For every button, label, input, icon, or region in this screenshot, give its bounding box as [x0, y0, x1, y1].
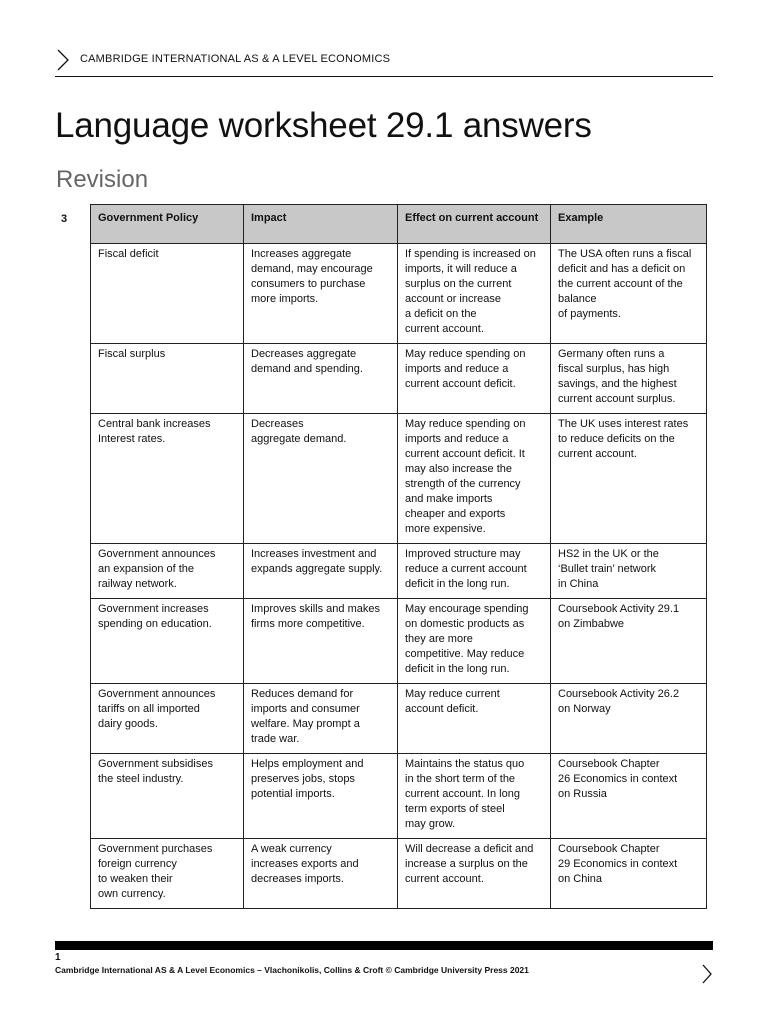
table-row: [91, 344, 707, 414]
chevron-right-icon: [55, 48, 71, 72]
policy-cell: Fiscal surplus: [91, 344, 244, 414]
question-number: 3: [61, 213, 68, 225]
page-title: Language worksheet 29.1 answers: [55, 106, 592, 145]
impact-cell: Helps employment and preserves jobs, stops potential imports.: [244, 754, 398, 839]
header-rule: [55, 76, 713, 77]
table-header-row: [91, 205, 707, 244]
example-cell: The USA often runs a fiscal deficit and has a deficit on the current account of the balance of payments.: [551, 244, 707, 344]
policy-cell: Government subsidises the steel industry.: [91, 754, 244, 839]
running-title: CAMBRIDGE INTERNATIONAL AS & A LEVEL ECONOMICS: [80, 53, 391, 65]
effect-cell: May reduce spending on imports and reduce a current account deficit. It may also increase the strength of the currency and make imports cheaper and exports more expensive.: [398, 414, 551, 544]
impact-cell: A weak currency increases exports and decreases imports.: [244, 839, 398, 909]
effect-cell: Maintains the status quo in the short term of the current account. In long term exports of steel may grow.: [398, 754, 551, 839]
section-subtitle: Revision: [56, 166, 149, 193]
table-row: [91, 839, 707, 909]
effect-cell: May encourage spending on domestic products as they are more competitive. May reduce deficit in the long run.: [398, 599, 551, 684]
column-header-impact: Impact: [244, 205, 398, 244]
effect-cell: Will decrease a deficit and increase a surplus on the current account.: [398, 839, 551, 909]
table-row: [91, 684, 707, 754]
policy-cell: Government purchases foreign currency to weaken their own currency.: [91, 839, 244, 909]
example-cell: Coursebook Activity 29.1 on Zimbabwe: [551, 599, 707, 684]
effect-cell: May reduce current account deficit.: [398, 684, 551, 754]
example-cell: The UK uses interest rates to reduce deficits on the current account.: [551, 414, 707, 544]
effect-cell: If spending is increased on imports, it will reduce a surplus on the current account or increase a deficit on the current account.: [398, 244, 551, 344]
answers-table: [90, 204, 707, 909]
impact-cell: Increases investment and expands aggregate supply.: [244, 544, 398, 599]
column-header-policy: Government Policy: [91, 205, 244, 244]
table-row: [91, 599, 707, 684]
example-cell: HS2 in the UK or the ‘Bullet train’ network in China: [551, 544, 707, 599]
copyright-line: Cambridge International AS & A Level Economics – Vlachonikolis, Collins & Croft © Cambridge University Press 2021: [55, 965, 529, 975]
effect-cell: Improved structure may reduce a current account deficit in the long run.: [398, 544, 551, 599]
impact-cell: Improves skills and makes firms more competitive.: [244, 599, 398, 684]
table-row: [91, 754, 707, 839]
column-header-effect: Effect on current account: [398, 205, 551, 244]
policy-cell: Government announces an expansion of the railway network.: [91, 544, 244, 599]
table-row: [91, 414, 707, 544]
running-header: [55, 48, 713, 78]
example-cell: Germany often runs a fiscal surplus, has high savings, and the highest current account surplus.: [551, 344, 707, 414]
impact-cell: Reduces demand for imports and consumer welfare. May prompt a trade war.: [244, 684, 398, 754]
example-cell: Coursebook Chapter 26 Economics in context on Russia: [551, 754, 707, 839]
impact-cell: Decreases aggregate demand.: [244, 414, 398, 544]
table-row: [91, 544, 707, 599]
chevron-right-icon[interactable]: [700, 962, 714, 986]
impact-cell: Decreases aggregate demand and spending.: [244, 344, 398, 414]
policy-cell: Government announces tariffs on all imported dairy goods.: [91, 684, 244, 754]
policy-cell: Government increases spending on education.: [91, 599, 244, 684]
table-row: [91, 244, 707, 344]
example-cell: Coursebook Activity 26.2 on Norway: [551, 684, 707, 754]
effect-cell: May reduce spending on imports and reduce a current account deficit.: [398, 344, 551, 414]
footer-rule: [55, 941, 713, 950]
policy-cell: Fiscal deficit: [91, 244, 244, 344]
page-number: 1: [55, 952, 61, 963]
column-header-example: Example: [551, 205, 707, 244]
example-cell: Coursebook Chapter 29 Economics in context on China: [551, 839, 707, 909]
policy-cell: Central bank increases Interest rates.: [91, 414, 244, 544]
impact-cell: Increases aggregate demand, may encourage consumers to purchase more imports.: [244, 244, 398, 344]
